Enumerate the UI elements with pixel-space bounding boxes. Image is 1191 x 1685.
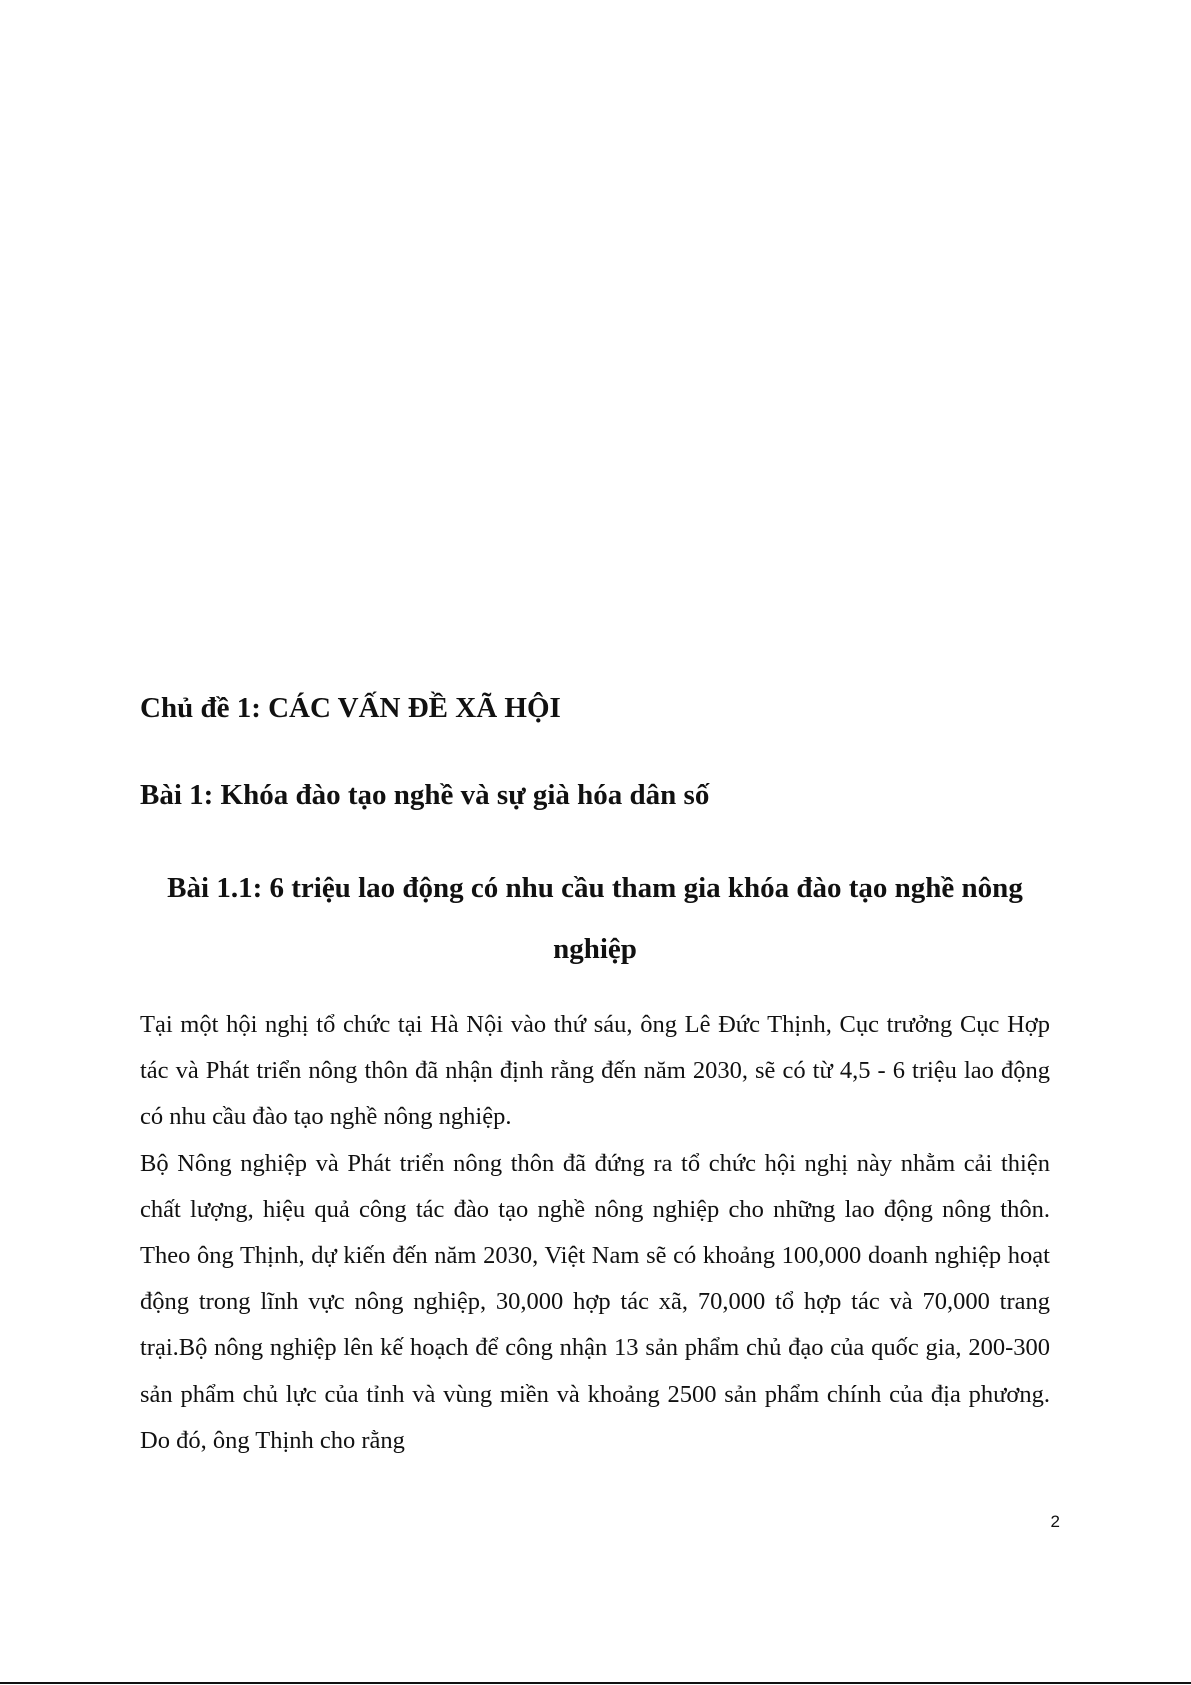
paragraph-ministry: Bộ Nông nghiệp và Phát triển nông thôn đã đứng ra tổ chức hội nghị này nhằm cải thiện chất lượng, hiệu quả công tác đào tạo nghề nông nghiệp cho những lao động nông thôn. Theo ông Thịnh, dự kiến đến năm 2030, Việt Nam sẽ có khoảng 100,000 doanh nghiệp hoạt động trong lĩnh vực nông nghiệp, 30,000 hợp tác xã, 70,000 tổ hợp tác và 70,000 trang trại.Bộ nông nghiệp lên kế hoạch để công nhận 13 sản phẩm chủ đạo của quốc gia, 200-300 sản phẩm chủ lực của tỉnh và vùng miền và khoảng 2500 sản phẩm chính của địa phương. Do đó, ông Thịnh cho rằng: [140, 1149, 1050, 1454]
body-text: [140, 1002, 1050, 1464]
paragraph-intro: Tại một hội nghị tổ chức tại Hà Nội vào thứ sáu, ông Lê Đức Thịnh, Cục trưởng Cục Hợp tác và Phát triển nông thôn đã nhận định rằng đến năm 2030, sẽ có từ 4,5 - 6 triệu lao động có nhu cầu đào tạo nghề nông nghiệp.: [140, 1011, 1050, 1131]
page-number: 2: [1050, 1512, 1060, 1531]
lesson-title: Bài 1: Khóa đào tạo nghề và sự già hóa dân số: [140, 779, 710, 811]
sub-lesson-title: Bài 1.1: 6 triệu lao động có nhu cầu tham gia khóa đào tạo nghề nông nghiệp: [167, 872, 1023, 965]
topic-title: Chủ đề 1: CÁC VẤN ĐỀ XÃ HỘI: [140, 692, 561, 724]
footer-rule: [0, 1682, 1191, 1684]
